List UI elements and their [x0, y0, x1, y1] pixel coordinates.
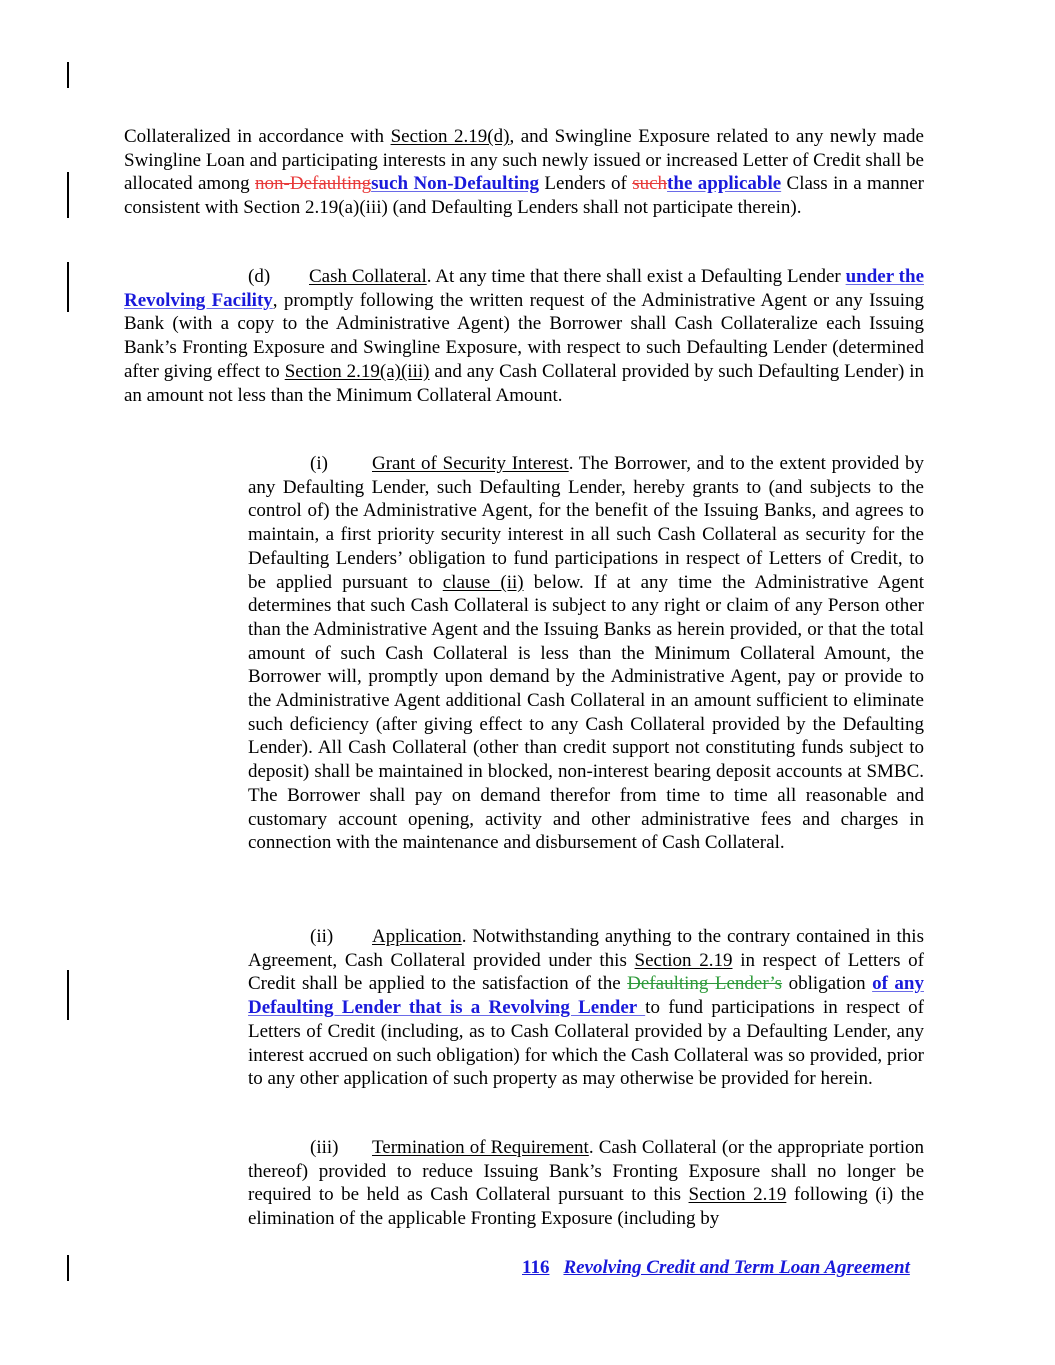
text: , promptly following the written request of the Administrative Agent or any Issuing Bank (with a copy to the Administrative Agent) the Borrower shall Cash Collateralize each Issuing Bank’s Fronting Exposure and Swingline Exposure, with respect to such Defaulting Lender (determined after giving effect to: [124, 289, 924, 382]
change-bar: [67, 62, 69, 88]
text: . At any time that there shall exist a Defaulting Lender: [426, 266, 846, 287]
deleted-text: Defaulting Lender’s: [627, 973, 783, 995]
text: following (i) the elimination of the applicable Fronting Exposure (including by: [248, 1184, 924, 1230]
text: . The Borrower, and to the extent provided by any Defaulting Lender, such Defaulting Lender, hereby grants to (and subjects to the control of) the Administrative Agent, for the benefit of the Issuing Banks, and agrees to maintain, a first priority security interest in all such Cash Collateral as security for the Defaulting Lenders’ obligation to fund participations in respect of Letters of Credit, to be applied pursuant to: [248, 453, 924, 593]
inserted-text: such Non-Defaulting: [371, 173, 540, 195]
clause-heading: Cash Collateral: [309, 266, 427, 287]
change-bar: [67, 970, 69, 1020]
section-reference: Section 2.19(a)(iii): [284, 360, 430, 382]
subsection-iii-termination-of-requirement: [248, 1136, 924, 1231]
text: below. If at any time the Administrative Agent determines that such Cash Collateral is subject to any right or claim of any Person other than the Administrative Agent and the Issuing Banks as herein provided, or that the total amount of such Cash Collateral is less than the Minimum Collateral Amount, the Borrower will, promptly upon demand by the Administrative Agent, pay or provide to the Administrative Agent additional Cash Collateral in an amount sufficient to eliminate such deficiency (after giving effect to any Cash Collateral provided by the Defaulting Lender). All Cash Collateral (other than credit support not constituting funds subject to deposit) shall be maintained in blocked, non-interest bearing deposit accounts at SMBC. The Borrower shall pay on demand therefor from time to time all reasonable and customary account opening, activity and other administrative fees and charges in connection with the maintenance and disbursement of Cash Collateral.: [248, 571, 924, 854]
text: Lenders of: [539, 173, 633, 195]
deleted-text: non-Defaulting: [255, 173, 372, 195]
section-reference: Section 2.19: [634, 949, 733, 971]
inserted-text: of any Defaulting Lender that is a Revolving Lender: [248, 973, 924, 1019]
text: to fund participations in respect of Letters of Credit (including, as to Cash Collateral provided by a Defaulting Lender, any interest accrued on such obligation) for which the Cash Collateral was so provided, prior to any other application of such property as may otherwise be provided for herein.: [248, 997, 924, 1090]
page-number: 116: [522, 1257, 550, 1278]
text: in respect of Letters of Credit shall be applied to the satisfaction of the: [248, 949, 924, 995]
section-d-cash-collateral: [124, 265, 924, 407]
text: Collateralized in accordance with: [124, 126, 391, 147]
clause-number: (i): [310, 453, 328, 474]
clause-number: (ii): [310, 926, 334, 947]
section-reference: Section 2.19(d): [390, 126, 510, 147]
clause-number: (iii): [310, 1137, 339, 1158]
text: . Cash Collateral (or the appropriate portion thereof) provided to reduce Issuing Bank’s Fronting Exposure shall no longer be required to be held as Cash Collateral pursuant to this: [248, 1137, 924, 1206]
deleted-text: such: [632, 173, 668, 195]
subsection-ii-application: [248, 925, 924, 1091]
subsection-i-grant-of-security-interest: [248, 452, 924, 855]
clause-number: (d): [248, 266, 271, 287]
section-reference: Section 2.19: [688, 1184, 787, 1206]
clause-reference: clause (ii): [442, 571, 524, 593]
text: , and Swingline Exposure related to any newly made Swingline Loan and participating interests in any such newly issued or increased Letter of Credit shall be allocated among: [124, 126, 924, 195]
clause-heading: Grant of Security Interest: [372, 453, 569, 474]
text: and any Cash Collateral provided by such Defaulting Lender) in an amount not less than the Minimum Collateral Amount.: [124, 360, 924, 406]
change-bar: [67, 172, 69, 218]
paragraph-continuation: [124, 125, 924, 220]
text: Class in a manner consistent with Section 2.19(a)(iii) (and Defaulting Lenders shall not participate therein).: [124, 173, 925, 219]
page-footer: [522, 1256, 910, 1280]
inserted-text: under the Revolving Facility: [124, 266, 924, 311]
inserted-text: the applicable: [667, 173, 782, 195]
change-bar: [67, 1255, 69, 1281]
document-title: Revolving Credit and Term Loan Agreement: [563, 1257, 910, 1278]
text: obligation: [782, 973, 873, 995]
change-bar: [67, 262, 69, 312]
text: . Notwithstanding anything to the contrary contained in this Agreement, Cash Collateral provided under this: [248, 926, 924, 971]
clause-heading: Termination of Requirement: [372, 1137, 589, 1158]
clause-heading: Application: [372, 926, 462, 947]
